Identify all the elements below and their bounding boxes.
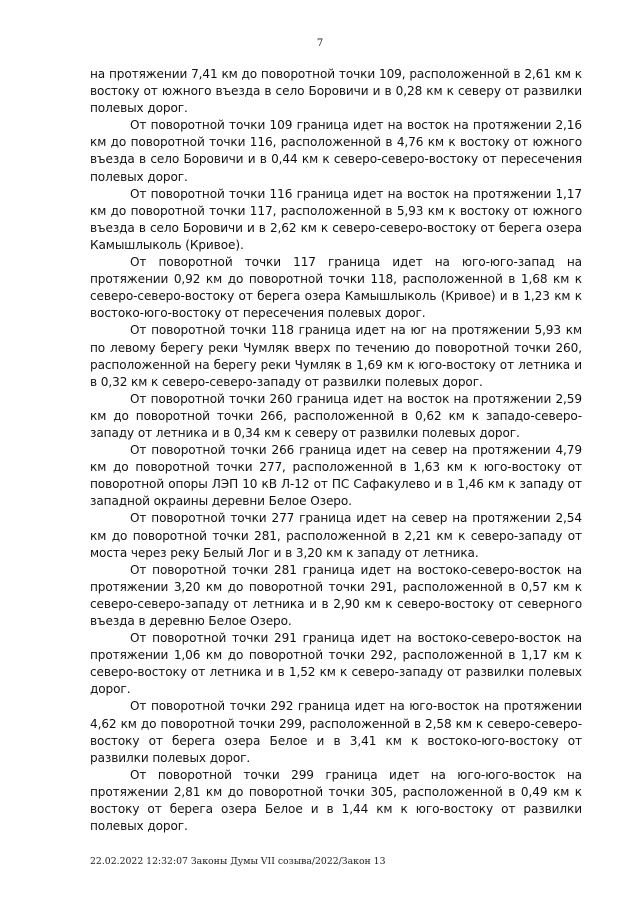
paragraph: От поворотной точки 277 граница идет на север на протяжении 2,54 км до поворотной точки 281, расположенной в 2,21 км к северо-западу от моста через реку Белый Лог и в 3,20 км к западу от летника.	[90, 511, 582, 560]
page-number: 7	[316, 38, 324, 49]
document-footer: 22.02.2022 12:32:07 Законы Думы VII созыва/2022/Закон 13	[90, 856, 386, 867]
paragraph: От поворотной точки 116 граница идет на восток на протяжении 1,17 км до поворотной точки 117, расположенной в 5,93 км к востоку от южного въезда в село Боровичи и в 2,62 км к северо-северо-востоку от берега озера Камышлыколь (Кривое).	[90, 186, 582, 252]
paragraph: От поворотной точки 292 граница идет на юго-восток на протяжении 4,62 км до поворотной точки 299, расположенной в 2,58 км к северо-северо-востоку от берега озера Белое и в 3,41 км к востоко-юго-востоку от развилки полевых дорог.	[90, 699, 582, 765]
paragraph: От поворотной точки 109 граница идет на восток на протяжении 2,16 км до поворотной точки 116, расположенной в 4,76 км к востоку от южного въезда в село Боровичи и в 0,44 км к северо-северо-востоку от пересечения полевых дорог.	[90, 118, 582, 184]
paragraph: От поворотной точки 118 граница идет на юг на протяжении 5,93 км по левому берегу реки Чумляк вверх по течению до поворотной точки 260, расположенной на берегу реки Чумляк в 1,69 км к юго-востоку от летника и в 0,32 км к северо-северо-западу от развилки полевых дорог.	[90, 323, 582, 389]
document-body	[90, 66, 582, 835]
paragraph: От поворотной точки 117 граница идет на юго-юго-запад на протяжении 0,92 км до поворотной точки 118, расположенной в 1,68 км к северо-северо-востоку от берега озера Камышлыколь (Кривое) и в 1,23 км к востоко-юго-востоку от пересечения полевых дорог.	[90, 255, 582, 321]
paragraph: От поворотной точки 291 граница идет на востоко-северо-восток на протяжении 1,06 км до поворотной точки 292, расположенной в 1,17 км к северо-востоку от летника и в 1,52 км к северо-западу от развилки полевых дорог.	[90, 631, 582, 697]
paragraph: От поворотной точки 260 граница идет на восток на протяжении 2,59 км до поворотной точки 266, расположенной в 0,62 км к западо-северо-западу от летника и в 0,34 км к северу от развилки полевых дорог.	[90, 391, 582, 440]
paragraph: От поворотной точки 281 граница идет на востоко-северо-восток на протяжении 3,20 км до поворотной точки 291, расположенной в 0,57 км к северо-северо-западу от летника и в 2,90 км к северо-востоку от северного въезда в деревню Белое Озеро.	[90, 562, 582, 628]
paragraph: От поворотной точки 266 граница идет на север на протяжении 4,79 км до поворотной точки 277, расположенной в 1,63 км к юго-востоку от поворотной опоры ЛЭП 10 кВ Л-12 от ПС Сафакулево и в 1,46 км к западу от западной окраины деревни Белое Озеро.	[90, 443, 582, 509]
paragraph: на протяжении 7,41 км до поворотной точки 109, расположенной в 2,61 км к востоку от южного въезда в село Боровичи и в 0,28 км к северу от развилки полевых дорог.	[90, 67, 582, 116]
paragraph: От поворотной точки 299 граница идет на юго-юго-восток на протяжении 2,81 км до поворотной точки 305, расположенной в 0,49 км к востоку от берега озера Белое и в 1,44 км к юго-востоку от развилки полевых дорог.	[90, 767, 582, 834]
